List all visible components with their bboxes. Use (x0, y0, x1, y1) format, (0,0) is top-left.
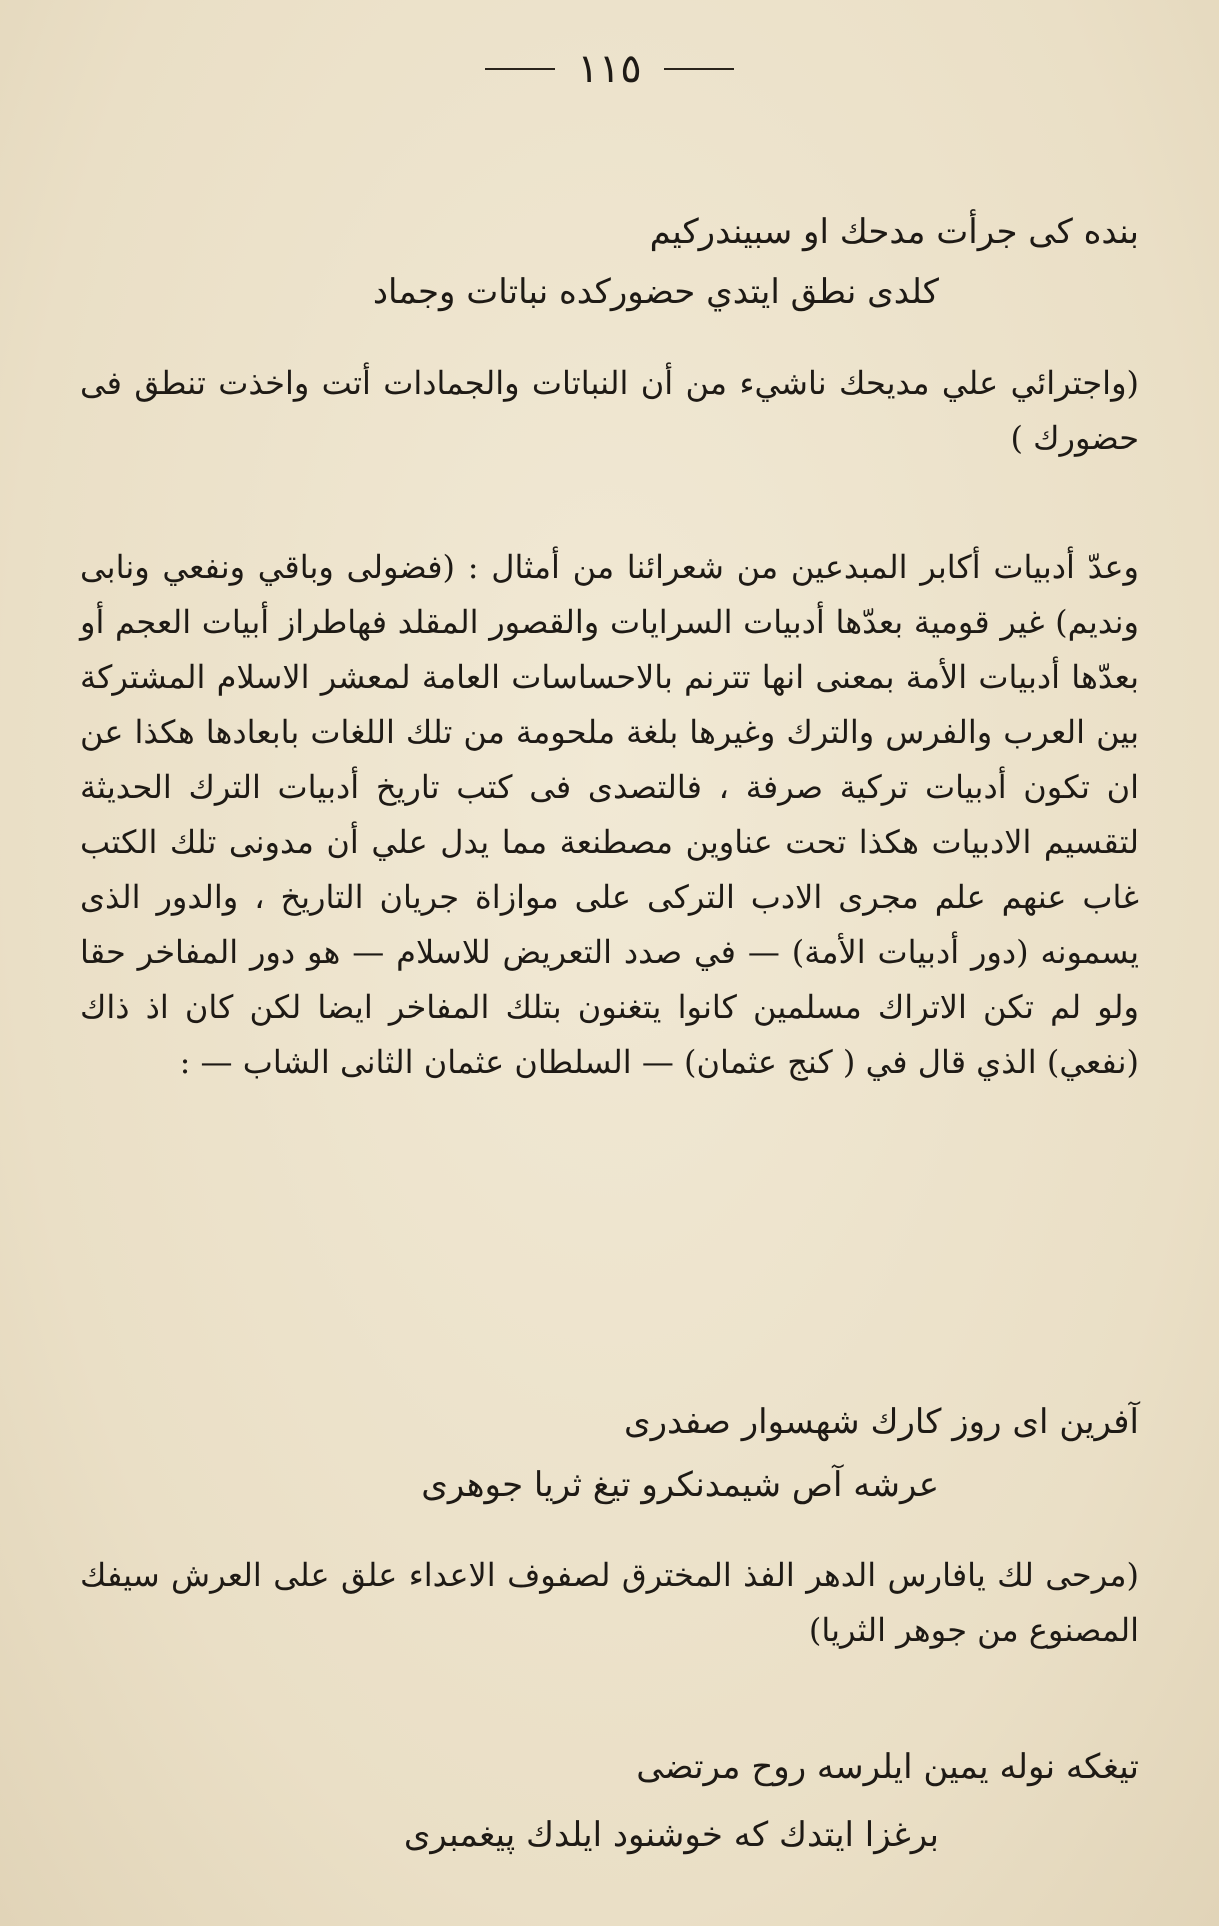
verse2-line2: عرشه آص شيمدنكرو تيغ ثريا جوهرى (421, 1465, 939, 1505)
header-dash-right (664, 68, 734, 70)
translation1: (واجترائي علي مديحك ناشيء من أن النباتات والجمادات أتت واخذت تنطق فى حضورك ) (80, 364, 1140, 457)
verse2-line1: آفرين اى روز كارك شهسوار صفدرى (623, 1402, 1139, 1442)
page-number: ١١٥ (577, 46, 642, 92)
verse3-line2: برغزا ايتدك كه خوشنود ايلدك پيغمبرى (403, 1815, 939, 1855)
translation2: (مرحى لك يافارس الدهر الفذ المخترق لصفوف الاعداء علق على العرش سيفك المصنوع من جوهر الثريا) (80, 1556, 1139, 1649)
page-header (0, 36, 1219, 99)
verse1-line1: بنده كى جرأت مدحك او سبيندركيم (649, 212, 1139, 252)
main-paragraph: وعدّ أدبيات أكابر المبدعين من شعرائنا من أمثال : (فضولى وباقي ونفعي ونابى ونديم) غير قومية بعدّها أدبيات السرايات والقصور المقلد فهاطراز أبيات العجم أو بعدّها أدبيات الأمة بمعنى انها تترنم بالاحساسات العامة لمعشر الاسلام المشتركة بين العرب والفرس والترك وغيرها بلغة ملحومة من تلك اللغات بابعادها هكذا عن ان تكون أدبيات تركية صرفة ، فالتصدى فى كتب تاريخ أدبيات الترك الحديثة لتقسيم الادبيات هكذا تحت عناوين مصطنعة مما يدل علي أن مدونى تلك الكتب غاب عنهم علم مجرى الادب التركى على موازاة جريان التاريخ ، والدور الذى يسمونه (دور أدبيات الأمة) — في صدد التعريض للاسلام — هو دور المفاخر حقا ولو لم تكن الاتراك مسلمين كانوا يتغنون بتلك المفاخر ايضا لكن كان اذ ذاك (نفعي) الذي قال في ( كنج عثمان) — السلطان عثمان الثانى الشاب — : (80, 548, 1139, 1081)
verse1-line2: كلدى نطق ايتدي حضوركده نباتات وجماد (372, 272, 939, 312)
verse3-line1: تيغكه نوله يمين ايلرسه روح مرتضى (636, 1747, 1139, 1787)
header-dash-left (485, 68, 555, 70)
